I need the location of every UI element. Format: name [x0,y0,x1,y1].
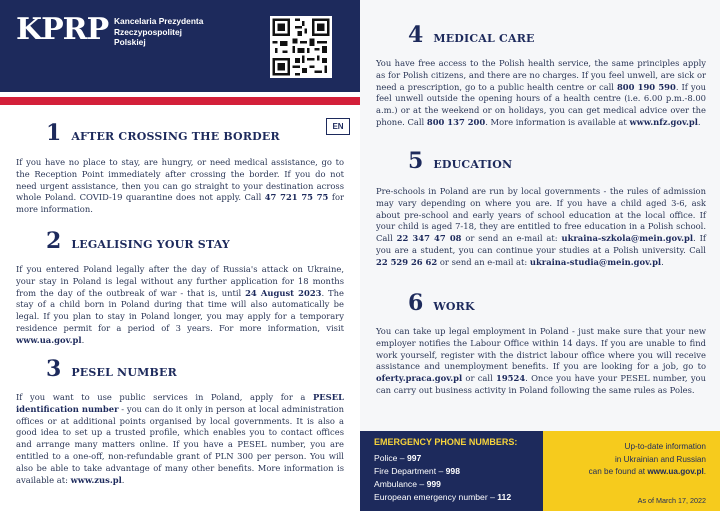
language-badge: EN [326,118,350,135]
section-1-heading [46,120,280,146]
emergency-line: Fire Department – 998 [374,466,460,476]
link-praca[interactable]: oferty.praca.gov.pl [376,373,463,384]
section-number: 4 [408,22,424,48]
phone-number: 22 529 26 62 [376,256,438,267]
phone-number: 800 190 590 [616,81,676,92]
section-number: 6 [408,290,424,316]
section-title: EDUCATION [433,158,513,171]
section-5-body: Pre-schools in Poland are run by local governments - the rules of admission may vary depending on where you are. If you have a child aged 3-6, ask about pre-school and early years of school education at the local office. If your child is aged 7-18, they are entitled to free education in a Polish school. Call 22 347 47 08 or send an e-mail at: ukraina-szkola@mein.gov.pl. If you are a student, you can continue your studies at a Polish university. Call 22 529 26 62 or send an e-mail at: ukraina-studia@mein.gov.pl. [376,186,706,267]
section-3-body: If you want to use public services in Poland, apply for a PESEL identification number - you can do it only in person at local administration offices or at additional points organised by local governments. It is also a good idea to set up a trusted profile, which enables you to contact offices and arrange many matters online. If you have a PESEL number, you are entitled to a one-off, non-refundable grant of PLN 300 per person. You will also be able to take advantage of many other benefits. More information is available at: www.zus.pl. [16,392,344,485]
email-link[interactable]: ukraina-szkola@mein.gov.pl [561,233,694,244]
emergency-line: Police – 997 [374,453,422,463]
section-2-heading [46,228,230,254]
section-number: 1 [46,120,62,146]
section-title: MEDICAL CARE [433,32,535,45]
as-of-date: As of March 17, 2022 [637,496,706,505]
phone-number: 800 137 200 [426,116,486,127]
qr-code-icon[interactable] [270,16,332,78]
info-text: Up-to-date information in Ukrainian and Russian can be found at www.ua.gov.pl. [588,442,706,476]
section-4-body: You have free access to the Polish health service, the same principles apply as for Polish citizens, and there are no charges. If you feel unwell, are sick or need a prescription, go to a public health centre or call 800 190 590. If you feel unwell outside the opening hours of a health centre (i.e. 6.00 p.m.-8.00 a.m.) or at the weekend or on holidays, you can get medical advice over the phone. Call 800 137 200. More information is available at www.nfz.gov.pl. [376,58,707,127]
section-title: PESEL NUMBER [71,366,177,379]
pesel-term: PESEL identification number [16,392,344,414]
section-4-heading [408,22,535,48]
section-3-heading [46,356,177,382]
emergency-line: European emergency number – 112 [374,492,512,502]
deadline-date: 24 August 2023 [245,287,322,298]
header-banner [0,0,360,92]
emergency-line: Ambulance – 999 [374,479,441,489]
link-ua-gov[interactable]: www.ua.gov.pl [16,334,82,345]
org-name: Kancelaria Prezydenta Rzeczypospolitej Polskiej [114,16,204,47]
section-1-body: If you have no place to stay, are hungry, or need medical assistance, go to the Reception Point immediately after crossing the border. If you do not need urgent assistance, then you can go straight to your destination across whole Poland. COVID-19 quarantine does not apply. Call 47 721 75 75 for more information. [16,157,344,215]
link-ua-gov[interactable]: www.ua.gov.pl [647,467,704,476]
section-6-heading [408,290,475,316]
section-number: 3 [46,356,62,382]
phone-number: 19524 [496,373,526,384]
email-link[interactable]: ukraina-studia@mein.gov.pl [529,256,662,267]
link-nfz[interactable]: www.nfz.gov.pl [629,116,698,127]
section-title: WORK [433,300,475,313]
kprp-logo: KPRP [16,12,109,47]
section-number: 2 [46,228,62,254]
section-2-body: If you entered Poland legally after the day of Russia's attack on Ukraine, your stay in Poland is legal without any further application for 18 months from the day of the outbreak of war - that is, until 24 August 2023. The stay of a child born in Poland during that time will also automatically be legal. If you plan to stay in Poland longer, you may apply for a temporary residence permit for a period of 3 years. For more information, visit www.ua.gov.pl. [16,264,344,345]
phone-number: 22 347 47 08 [396,233,462,244]
section-6-body: You can take up legal employment in Poland - just make sure that your new employer notifies the Labour Office within 14 days. If you are unable to find work yourself, register with the district labour office where you will receive assistance and unemployment benefits. If you are looking for a job, go to oferty.praca.gov.pl or call 19524. Once you have your PESEL number, you can carry out business activity in Poland following the same rules as Poles. [376,326,706,395]
section-5-heading [408,148,512,174]
section-number: 5 [408,148,424,174]
link-zus[interactable]: www.zus.pl [70,474,122,485]
phone-number: 47 721 75 75 [264,192,329,203]
section-title: AFTER CROSSING THE BORDER [71,130,280,143]
emergency-title: EMERGENCY PHONE NUMBERS: [374,437,518,447]
section-title: LEGALISING YOUR STAY [71,238,230,251]
flag-stripe-red [0,97,360,105]
